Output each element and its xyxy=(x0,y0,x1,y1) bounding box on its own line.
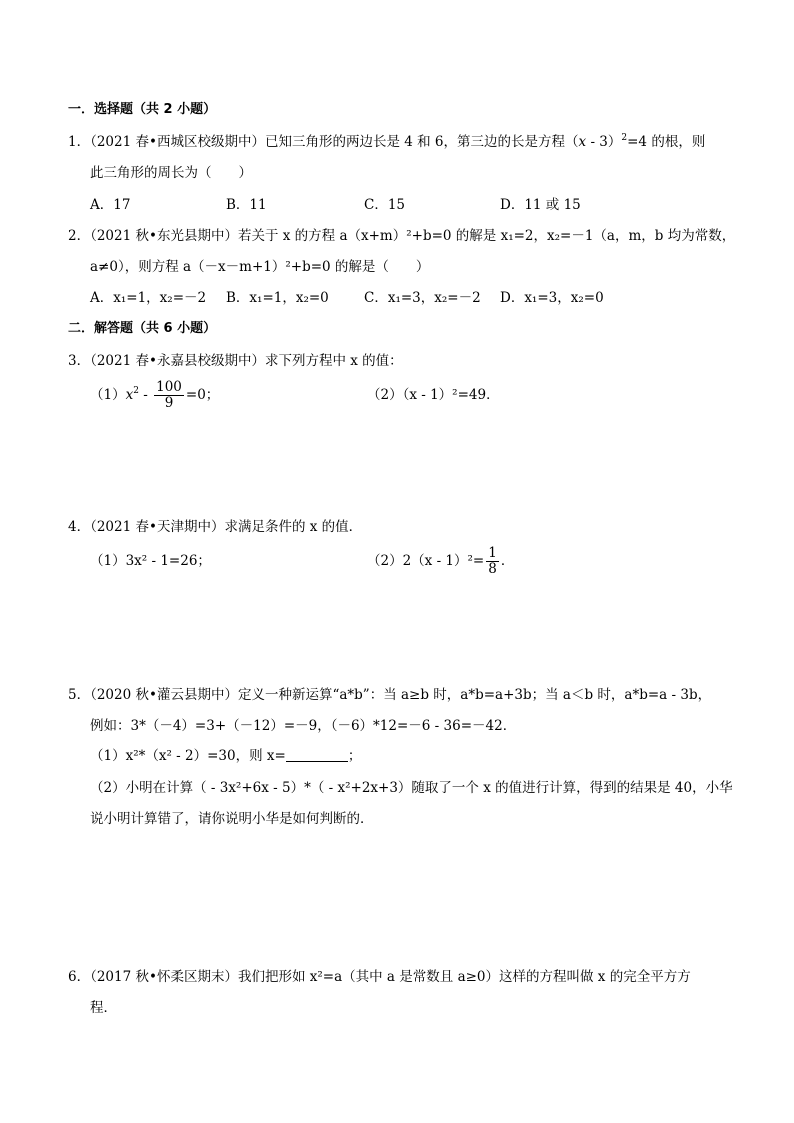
question-1-option-b: B．11 xyxy=(226,197,267,213)
question-4-part-2: （2）2（x - 1）²= $\frac{1}{8}$ ． xyxy=(367,545,515,577)
question-1-source: （2021 春•西城区校级期中） xyxy=(90,134,265,150)
question-6-source: （2017 秋•怀柔区期末） xyxy=(90,969,238,985)
question-2-option-d: D．x₁=3，x₂=0 xyxy=(500,290,604,306)
fraction: $\frac{1}{8}$ xyxy=(488,545,497,577)
question-4-part-1: （1）3x² - 1=26； xyxy=(90,553,211,569)
question-4-source: （2021 春•天津期中） xyxy=(90,519,225,535)
question-3-line-1: 3．（2021 春•永嘉县校级期中）求下列方程中 x 的值： xyxy=(68,353,403,369)
question-1-line-2: 此三角形的周长为（ ） xyxy=(90,165,252,181)
question-1-number: 1． xyxy=(68,134,91,150)
question-2-option-b: B．x₁=1，x₂=0 xyxy=(226,290,329,306)
question-6-line-1: 6．（2017 秋•怀柔区期末）我们把形如 x²=a（其中 a 是常数且 a≥0）这样的方程叫做 x 的完全平方方 xyxy=(68,969,691,985)
question-6-line-2: 程． xyxy=(90,1000,117,1016)
question-2-number: 2． xyxy=(68,228,91,244)
question-5-line-1: 5．（2020 秋•灌云县期中）定义一种新运算“a*b”：当 a≥b 时，a*b=a+3b；当 a＜b 时，a*b=a - 3b， xyxy=(68,687,712,703)
question-4-number: 4． xyxy=(68,519,91,535)
var-x: x xyxy=(578,134,587,150)
question-1-option-d: D．11 或 15 xyxy=(500,197,581,213)
section-heading-choice: 一．选择题（共 2 小题） xyxy=(68,102,217,117)
question-5-number: 5． xyxy=(68,687,91,703)
question-3-part-1: $(1)x^2$ - $\frac{100}{9}$ =0； xyxy=(90,379,220,411)
answer-blank[interactable] xyxy=(286,747,348,762)
question-3-number: 3． xyxy=(68,353,91,369)
question-2-line-1: 2．（2021 秋•东光县期中）若关于 x 的方程 a（x+m）²+b=0 的解是 x₁=2，x₂=－1（a，m，b 均为常数， xyxy=(68,228,736,244)
question-1-option-c: C．15 xyxy=(364,197,406,213)
question-3-source: （2021 春•永嘉县校级期中） xyxy=(90,353,265,369)
question-1-line-1: 1．（2021 春•西城区校级期中）已知三角形的两边长是 4 和 6，第三边的长是方程（x - 3）$^2$=4 的根，则 xyxy=(68,133,706,150)
question-5-part-1: （1）x²*（x² - 2）=30，则 x= ； xyxy=(90,748,362,764)
question-4-line-1: 4．（2021 春•天津期中）求满足条件的 x 的值． xyxy=(68,519,363,535)
question-5-part-2-line-2: 说小明计算错了，请你说明小华是如何判断的． xyxy=(90,811,374,827)
fraction: $\frac{100}{9}$ xyxy=(156,379,182,411)
question-5-part-2-line-1: （2）小明在计算（ - 3x²+6x - 5）*（ - x²+2x+3）随取了一个 x 的值进行计算，得到的结果是 40，小华 xyxy=(90,780,733,796)
question-2-option-c: C．x₁=3，x₂=－2 xyxy=(364,290,481,306)
section-heading-answer: 二．解答题（共 6 小题） xyxy=(68,321,217,336)
question-2-option-a: A．x₁=1，x₂=－2 xyxy=(90,290,207,306)
question-1-option-a: A．17 xyxy=(90,197,131,213)
question-3-part-2: （2）（x - 1）²=49． xyxy=(367,387,500,403)
question-2-source: （2021 秋•东光县期中） xyxy=(90,228,238,244)
question-6-number: 6． xyxy=(68,969,91,985)
question-5-source: （2020 秋•灌云县期中） xyxy=(90,687,238,703)
question-5-line-2: 例如：3*（－4）=3+（－12）=－9，（－6）*12=－6 - 36=－42． xyxy=(90,718,517,734)
question-2-line-2: a≠0），则方程 a（－x－m+1）²+b=0 的解是（ ） xyxy=(90,259,430,275)
